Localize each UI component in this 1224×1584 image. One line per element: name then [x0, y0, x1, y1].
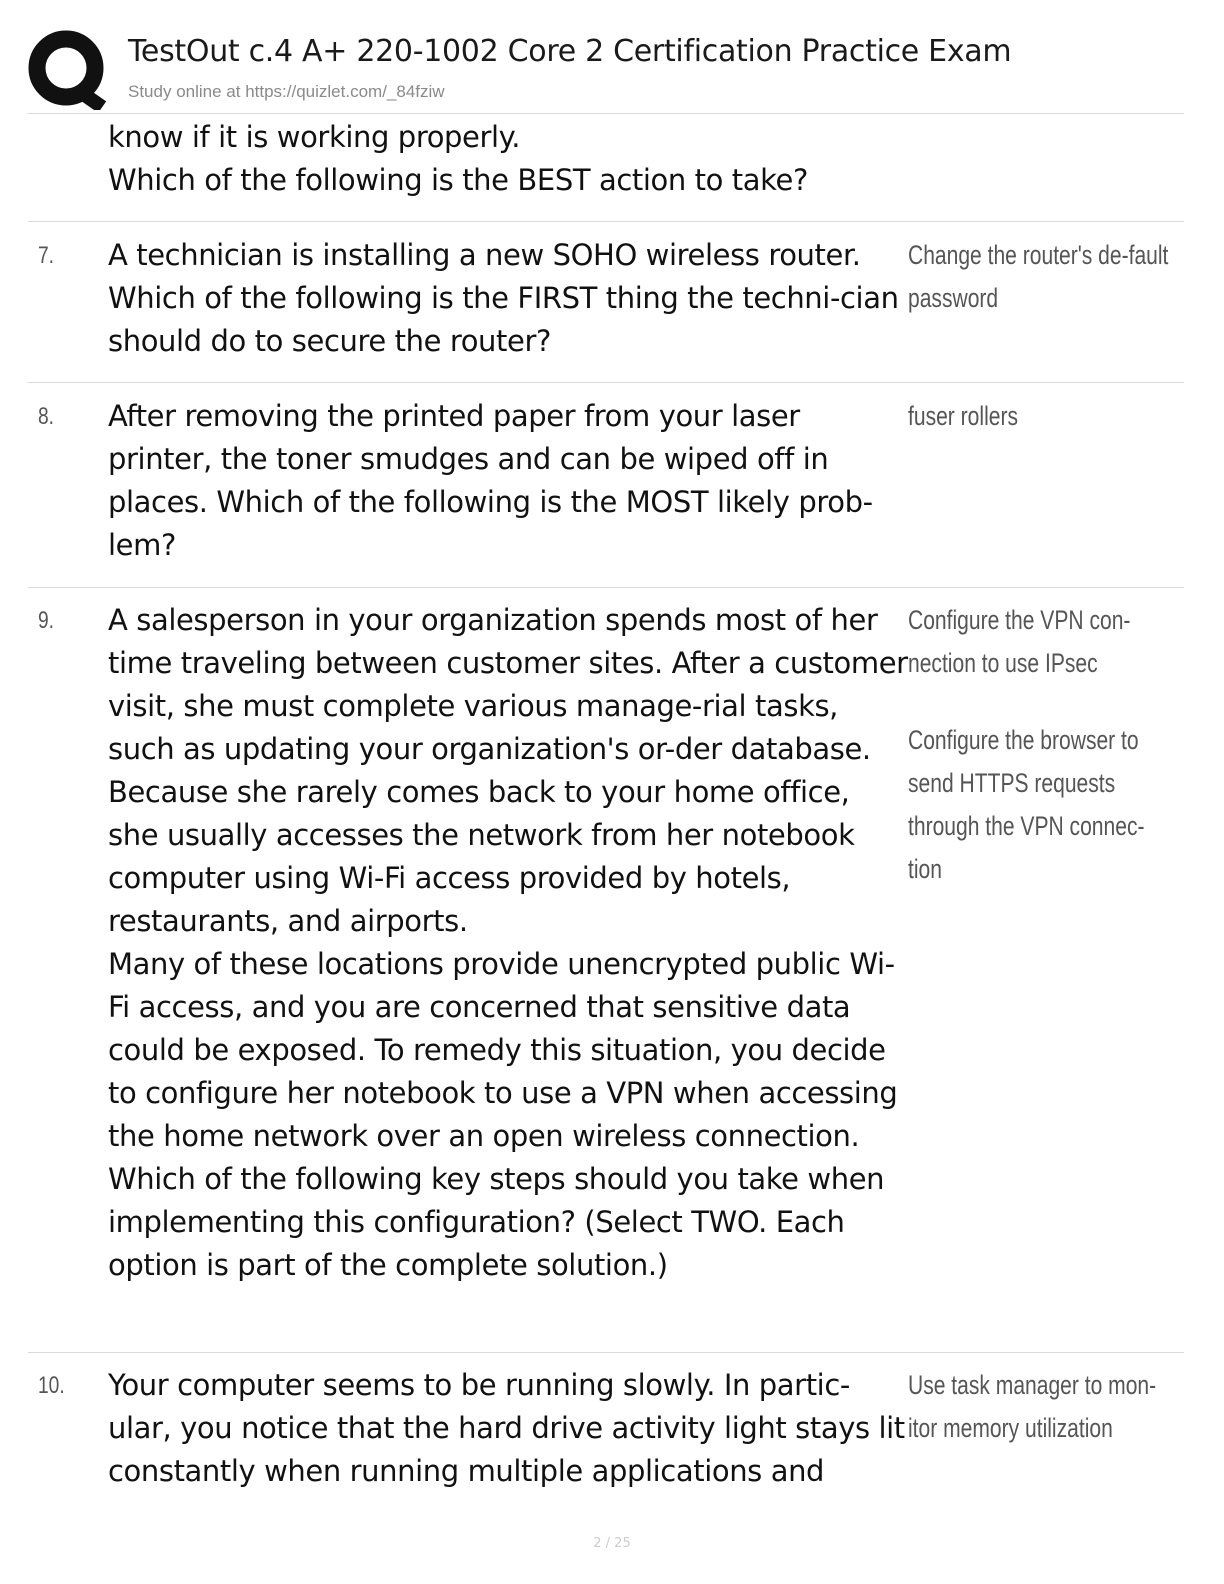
answer-item: Configure the VPN con-nection to use IPsec [908, 605, 1131, 678]
answer-text [908, 234, 1173, 320]
document-title: TestOut c.4 A+ 220-1002 Core 2 Certification Practice Exam [128, 34, 1012, 69]
divider [28, 1352, 1184, 1353]
question-text [108, 1364, 908, 1493]
question-number: 9. [38, 607, 55, 634]
page-header [28, 26, 1188, 114]
divider [28, 587, 1184, 588]
question-text [108, 395, 908, 567]
divider [28, 221, 1184, 222]
quizlet-logo-icon [28, 30, 108, 110]
study-online-link[interactable]: Study online at https://quizlet.com/_84fziw [128, 82, 445, 101]
answer-item: Use task manager to mon-itor memory utilization [908, 1370, 1157, 1443]
answer-text [908, 599, 1173, 891]
answer-item: Configure the browser to send HTTPS requests through the VPN connec-tion [908, 725, 1145, 884]
answer-text [908, 1364, 1173, 1450]
question-paragraph: A technician is installing a new SOHO wireless router. Which of the following is the FIRST thing the techni-cian should do to secure the router? [108, 238, 899, 358]
divider [28, 382, 1184, 383]
question-number: 8. [38, 403, 55, 430]
question-number: 10. [38, 1372, 65, 1399]
divider [28, 113, 1184, 114]
answer-item: Change the router's de-fault password [908, 240, 1169, 313]
page-number: 2 / 25 [593, 1536, 631, 1551]
question-paragraph: A salesperson in your organization spends most of her time traveling between customer sites. After a customer visit, she must complete various manage-rial tasks, such as updating your organization's or-der database. Because she rarely comes back to your home office, she usually accesses the network from her notebook computer using Wi-Fi access provided by hotels, restaurants, and airports. [108, 603, 908, 938]
question-paragraph: Your computer seems to be running slowly. In partic-ular, you notice that the hard drive activity light stays lit constantly when running multiple applications and [108, 1368, 905, 1488]
question-paragraph: Many of these locations provide unencrypted public Wi-Fi access, and you are concerned that sensitive data could be exposed. To remedy this situation, you decide to configure her notebook to use a VPN when accessing the home network over an open wireless connection. [108, 947, 898, 1153]
question-paragraph: After removing the printed paper from your laser printer, the toner smudges and can be wiped off in places. Which of the following is the MOST likely prob-lem? [108, 399, 873, 562]
question-text [108, 599, 908, 1287]
question-number: 7. [38, 242, 55, 269]
question-text [108, 116, 908, 202]
answer-text [908, 395, 1173, 438]
answer-item: fuser rollers [908, 401, 1019, 431]
question-text [108, 234, 908, 363]
question-paragraph: Which of the following is the BEST action to take? [108, 163, 808, 197]
question-paragraph: know if it is working properly. [108, 120, 521, 154]
question-paragraph: Which of the following key steps should you take when implementing this configuration? (Select TWO. Each option is part of the complete solution.) [108, 1162, 885, 1282]
